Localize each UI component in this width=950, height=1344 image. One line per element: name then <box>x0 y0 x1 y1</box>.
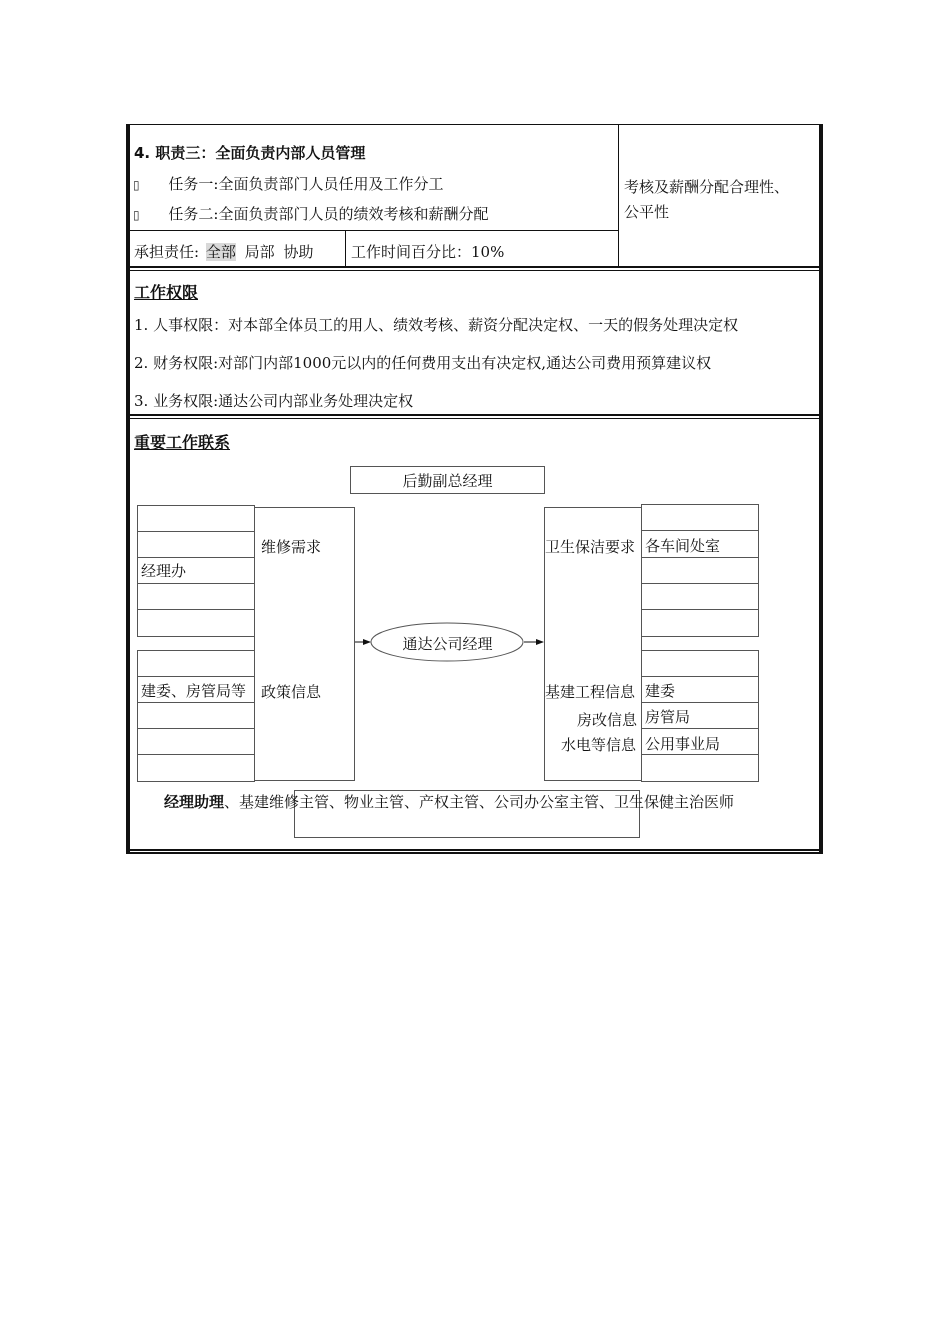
left-group1-label: 维修需求 <box>261 538 322 556</box>
right-box <box>641 609 759 637</box>
bottom-bold-label: 经理助理 <box>164 793 225 811</box>
right-group2-box-label-2: 房管局 <box>645 708 691 726</box>
right-box <box>641 754 759 782</box>
duty-row-divider <box>130 230 619 231</box>
relations-title: 重要工作联系 <box>134 433 231 452</box>
responsibility-option-full: 全部 <box>205 243 236 261</box>
left-group1-box-label: 经理办 <box>141 562 187 580</box>
left-box <box>137 728 255 755</box>
section-divider-1 <box>130 266 819 271</box>
vice-gm-label: 后勤副总经理 <box>402 472 493 490</box>
bottom-line <box>164 791 734 812</box>
frame-right-border <box>819 124 823 854</box>
left-group2-label: 政策信息 <box>261 683 322 701</box>
right-box <box>641 557 759 584</box>
right-box <box>641 504 759 531</box>
left-group2-box-label: 建委、房管局等 <box>141 682 247 700</box>
frame-left-border <box>126 124 130 854</box>
standard-line-2: 公平性 <box>624 203 670 221</box>
bottom-rest-label: 、基建维修主管、物业主管、产权主管、公司办公室主管、卫生保健主治医师 <box>224 793 735 811</box>
responsibility-option-assist: 协助 <box>283 243 314 261</box>
duty-title: 4. 职责三：全面负责内部人员管理 <box>134 144 366 162</box>
authority-item-2: 2. 财务权限:对部门内部1000元以内的任何费用支出有决定权,通达公司费用预算建议权 <box>134 354 712 372</box>
section-divider-2 <box>130 414 819 419</box>
right-group1-box-label: 各车间处室 <box>645 537 721 555</box>
task-1: 任务一:全面负责部门人员任用及工作分工 <box>168 175 444 193</box>
right-group2-label-1: 基建工程信息 <box>545 683 636 701</box>
time-percent: 工作时间百分比：10% <box>351 243 505 261</box>
left-box <box>137 754 255 782</box>
left-box <box>137 609 255 637</box>
left-box <box>137 583 255 610</box>
authority-item-3: 3. 业务权限:通达公司内部业务处理决定权 <box>134 392 414 410</box>
left-box <box>137 531 255 558</box>
left-box <box>137 505 255 532</box>
frame-bottom-border <box>126 849 823 854</box>
authority-item-1: 1. 人事权限：对本部全体员工的用人、绩效考核、薪资分配决定权、一天的假务处理决定权 <box>134 316 739 334</box>
left-box <box>137 702 255 729</box>
right-group2-box-label-3: 公用事业局 <box>645 735 721 753</box>
standard-line-1: 考核及薪酬分配合理性、 <box>624 178 790 196</box>
task-row-1 <box>133 173 443 194</box>
responsibility-option-partial: 局部 <box>244 243 275 261</box>
center-node-label: 通达公司经理 <box>402 635 493 653</box>
responsibility-row <box>134 241 313 262</box>
right-box <box>641 583 759 610</box>
duty-column-divider <box>618 124 619 268</box>
right-group1-label: 卫生保洁要求 <box>545 538 636 556</box>
task-row-2 <box>133 203 488 224</box>
bullet-icon: ▯ <box>133 208 140 222</box>
right-group2-box-label-1: 建委 <box>645 682 676 700</box>
responsibility-label: 承担责任: <box>134 243 200 261</box>
bullet-icon: ▯ <box>133 178 140 192</box>
right-group2-label-2: 房改信息 <box>577 711 638 729</box>
frame-top-border <box>126 124 823 125</box>
task-2: 任务二:全面负责部门人员的绩效考核和薪酬分配 <box>168 205 489 223</box>
left-box <box>137 650 255 677</box>
right-group2-label-3: 水电等信息 <box>561 736 637 754</box>
responsibility-divider <box>345 230 346 268</box>
authority-title: 工作权限 <box>134 283 199 302</box>
right-box <box>641 650 759 677</box>
